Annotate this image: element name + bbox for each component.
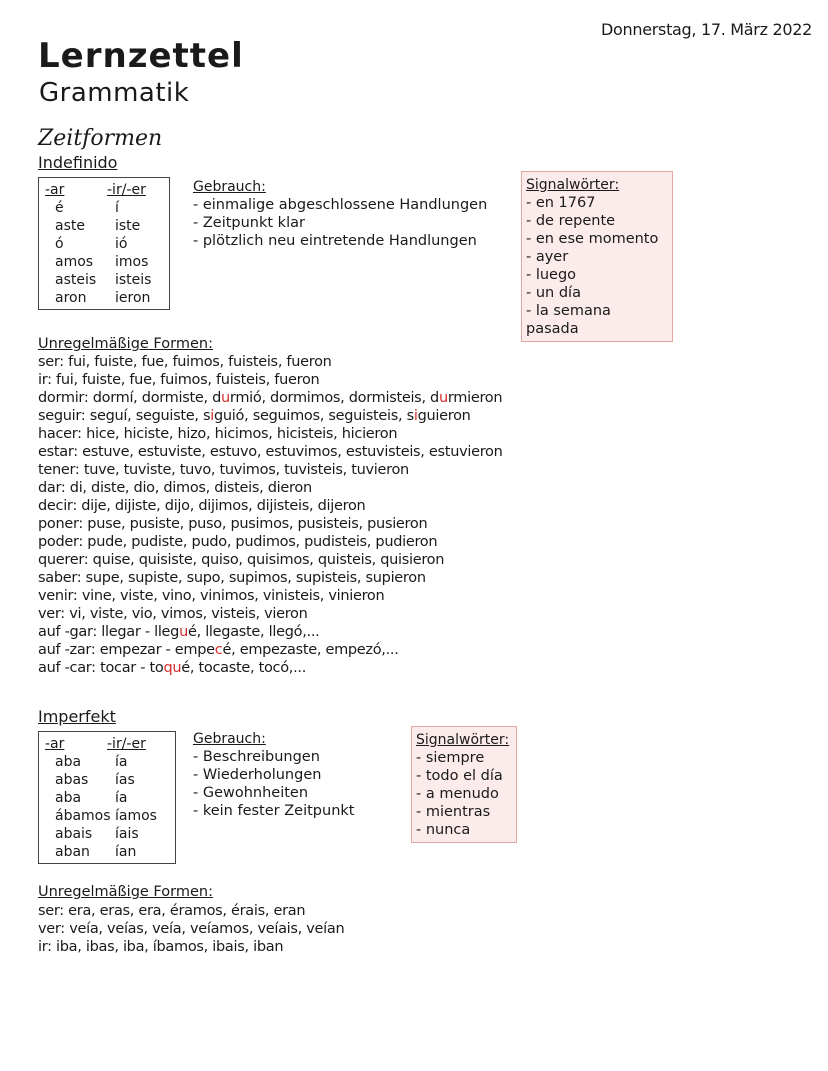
form-text: venir: vine, viste, vino, vinimos, vinisteis, vinieron <box>38 588 385 604</box>
irregular-form-line <box>38 497 503 515</box>
irregular-form-line <box>38 515 503 533</box>
irregular-form-line <box>38 569 503 587</box>
page-title: Lernzettel <box>38 36 244 76</box>
imperfekt-irregular-forms <box>38 902 344 956</box>
imperfekt-signal-title: Signalwörter: <box>416 732 510 748</box>
indefinido-irregular-title: Unregelmäßige Formen: <box>38 336 213 352</box>
irregular-form-line <box>38 389 503 407</box>
indefinido-usage <box>193 178 487 250</box>
form-text: poder: pude, pudiste, pudo, pudimos, pudisteis, pudieron <box>38 534 438 550</box>
irregular-form-line <box>38 371 503 389</box>
signal-word: - todo el día <box>416 768 503 784</box>
indefinido-ir-er-ending: í <box>115 200 119 216</box>
signal-word: - siempre <box>416 750 485 766</box>
irregular-form-line <box>38 641 503 659</box>
imperfekt-ir-er-ending: ía <box>115 754 128 770</box>
form-text: é, tocaste, tocó,... <box>181 660 307 676</box>
indefinido-heading: Indefinido <box>38 153 118 172</box>
irregular-form-line: ir: iba, ibas, iba, íbamos, ibais, iban <box>38 939 284 955</box>
irregular-form-line: ser: era, eras, era, éramos, érais, eran <box>38 903 306 919</box>
form-text: ir: fui, fuiste, fue, fuimos, fuisteis, fueron <box>38 372 320 388</box>
usage-item: - Beschreibungen <box>193 749 320 765</box>
irregular-form-line <box>38 605 503 623</box>
form-text: rmieron <box>447 390 503 406</box>
usage-item: - kein fester Zeitpunkt <box>193 803 355 819</box>
irregular-form-line <box>38 443 503 461</box>
form-text: decir: dije, dijiste, dijo, dijimos, dijisteis, dijeron <box>38 498 366 514</box>
indefinido-ar-ending: é <box>55 200 64 216</box>
imperfekt-ir-er-ending: ías <box>115 772 135 788</box>
imperfekt-ir-er-ending: íamos <box>115 808 157 824</box>
irregular-form-line <box>38 551 503 569</box>
imperfekt-ar-ending: abais <box>55 826 93 842</box>
form-text: dar: di, diste, dio, dimos, disteis, dieron <box>38 480 312 496</box>
irregular-form-line <box>38 587 503 605</box>
form-text: guieron <box>417 408 471 424</box>
irregular-form-line <box>38 425 503 443</box>
usage-item: - Zeitpunkt klar <box>193 215 305 231</box>
imperfekt-ir-er-ending: ían <box>115 844 137 860</box>
indefinido-ar-ending: amos <box>55 254 94 270</box>
imperfekt-ir-er-ending: íais <box>115 826 139 842</box>
indefinido-signal-title: Signalwörter: <box>526 177 620 193</box>
imperfekt-ar-ending: abas <box>55 772 89 788</box>
indefinido-ar-ending: aste <box>55 218 85 234</box>
indefinido-ir-er-ending: isteis <box>115 272 152 288</box>
form-text: tener: tuve, tuviste, tuvo, tuvimos, tuvisteis, tuvieron <box>38 462 409 478</box>
signal-word: - en ese momento <box>526 231 659 247</box>
form-text: saber: supe, supiste, supo, supimos, supisteis, supieron <box>38 570 426 586</box>
indefinido-usage-title: Gebrauch: <box>193 179 266 195</box>
highlighted-letter: qu <box>163 660 182 676</box>
date: Donnerstag, 17. März 2022 <box>601 20 812 39</box>
irregular-form-line <box>38 461 503 479</box>
imperfekt-usage-title: Gebrauch: <box>193 731 266 747</box>
highlighted-letter: c <box>214 642 223 658</box>
imperfekt-ar-ending: aba <box>55 754 82 770</box>
usage-item: - plötzlich neu eintretende Handlungen <box>193 233 477 249</box>
form-text: estar: estuve, estuviste, estuvo, estuvimos, estuvisteis, estuvieron <box>38 444 503 460</box>
signal-word: - en 1767 <box>526 195 596 211</box>
signal-word: - nunca <box>416 822 471 838</box>
irregular-form-line <box>38 407 503 425</box>
imperfekt-irregular-title: Unregelmäßige Formen: <box>38 884 213 900</box>
indefinido-ir-er-ending: iste <box>115 218 141 234</box>
imperfekt-heading: Imperfekt <box>38 707 116 726</box>
form-text: querer: quise, quisiste, quiso, quisimos, quisteis, quisieron <box>38 552 445 568</box>
indefinido-irregular-forms <box>38 353 503 677</box>
imperfekt-col-ir-er-header: -ir/-er <box>107 736 146 752</box>
irregular-form-line <box>38 353 503 371</box>
imperfekt-col-ar-header: -ar <box>45 736 65 752</box>
form-text: ser: fui, fuiste, fue, fuimos, fuisteis, fueron <box>38 354 332 370</box>
signal-word: - mientras <box>416 804 491 820</box>
highlighted-letter: u <box>179 624 188 640</box>
signal-word: - la semana pasada <box>526 303 611 337</box>
page-subtitle: Grammatik <box>39 78 190 108</box>
form-text: auf -zar: empezar - empe <box>38 642 215 658</box>
form-text: poner: puse, pusiste, puso, pusimos, pusisteis, pusieron <box>38 516 428 532</box>
irregular-form-line <box>38 623 503 641</box>
signal-word: - a menudo <box>416 786 499 802</box>
indefinido-ar-ending: aron <box>55 290 87 306</box>
form-text: é, llegaste, llegó,... <box>187 624 320 640</box>
imperfekt-usage <box>193 730 354 820</box>
indefinido-ar-ending: asteis <box>55 272 97 288</box>
form-text: hacer: hice, hiciste, hizo, hicimos, hicisteis, hicieron <box>38 426 398 442</box>
form-text: guió, seguimos, seguisteis, s <box>213 408 414 424</box>
indefinido-ar-ending: ó <box>55 236 64 252</box>
indefinido-ir-er-ending: imos <box>115 254 149 270</box>
highlighted-letter: i <box>210 408 214 424</box>
form-text: ver: vi, viste, vio, vimos, visteis, vieron <box>38 606 308 622</box>
irregular-form-line: ver: veía, veías, veía, veíamos, veíais, veían <box>38 921 345 937</box>
form-text: rmió, dormimos, dormisteis, d <box>229 390 439 406</box>
form-text: auf -gar: llegar - lleg <box>38 624 180 640</box>
imperfekt-ir-er-ending: ía <box>115 790 128 806</box>
highlighted-letter: u <box>438 390 448 406</box>
signal-word: - luego <box>526 267 577 283</box>
form-text: seguir: seguí, seguiste, s <box>38 408 211 424</box>
irregular-form-line <box>38 479 503 497</box>
usage-item: - einmalige abgeschlossene Handlungen <box>193 197 488 213</box>
signal-word: - ayer <box>526 249 569 265</box>
indefinido-conjugation-table <box>38 177 170 310</box>
highlighted-letter: i <box>413 408 418 424</box>
irregular-form-line <box>38 533 503 551</box>
section-title: Zeitformen <box>38 126 163 151</box>
form-text: auf -car: tocar - to <box>38 660 164 676</box>
indefinido-signal-words <box>521 171 673 342</box>
form-text: dormir: dormí, dormiste, d <box>38 390 222 406</box>
imperfekt-signal-words <box>411 726 517 843</box>
usage-item: - Wiederholungen <box>193 767 322 783</box>
imperfekt-ar-ending: aban <box>55 844 90 860</box>
usage-item: - Gewohnheiten <box>193 785 309 801</box>
form-text: é, empezaste, empezó,... <box>222 642 399 658</box>
imperfekt-ar-ending: aba <box>55 790 82 806</box>
highlighted-letter: u <box>221 390 230 406</box>
signal-word: - un día <box>526 285 581 301</box>
indefinido-ir-er-ending: ieron <box>115 290 151 306</box>
irregular-form-line <box>38 659 503 677</box>
indefinido-ir-er-ending: ió <box>115 236 128 252</box>
imperfekt-ar-ending: ábamos <box>55 808 111 824</box>
indefinido-col-ar-header: -ar <box>45 182 65 198</box>
indefinido-col-ir-er-header: -ir/-er <box>107 182 146 198</box>
signal-word: - de repente <box>526 213 616 229</box>
imperfekt-conjugation-table <box>38 731 176 864</box>
